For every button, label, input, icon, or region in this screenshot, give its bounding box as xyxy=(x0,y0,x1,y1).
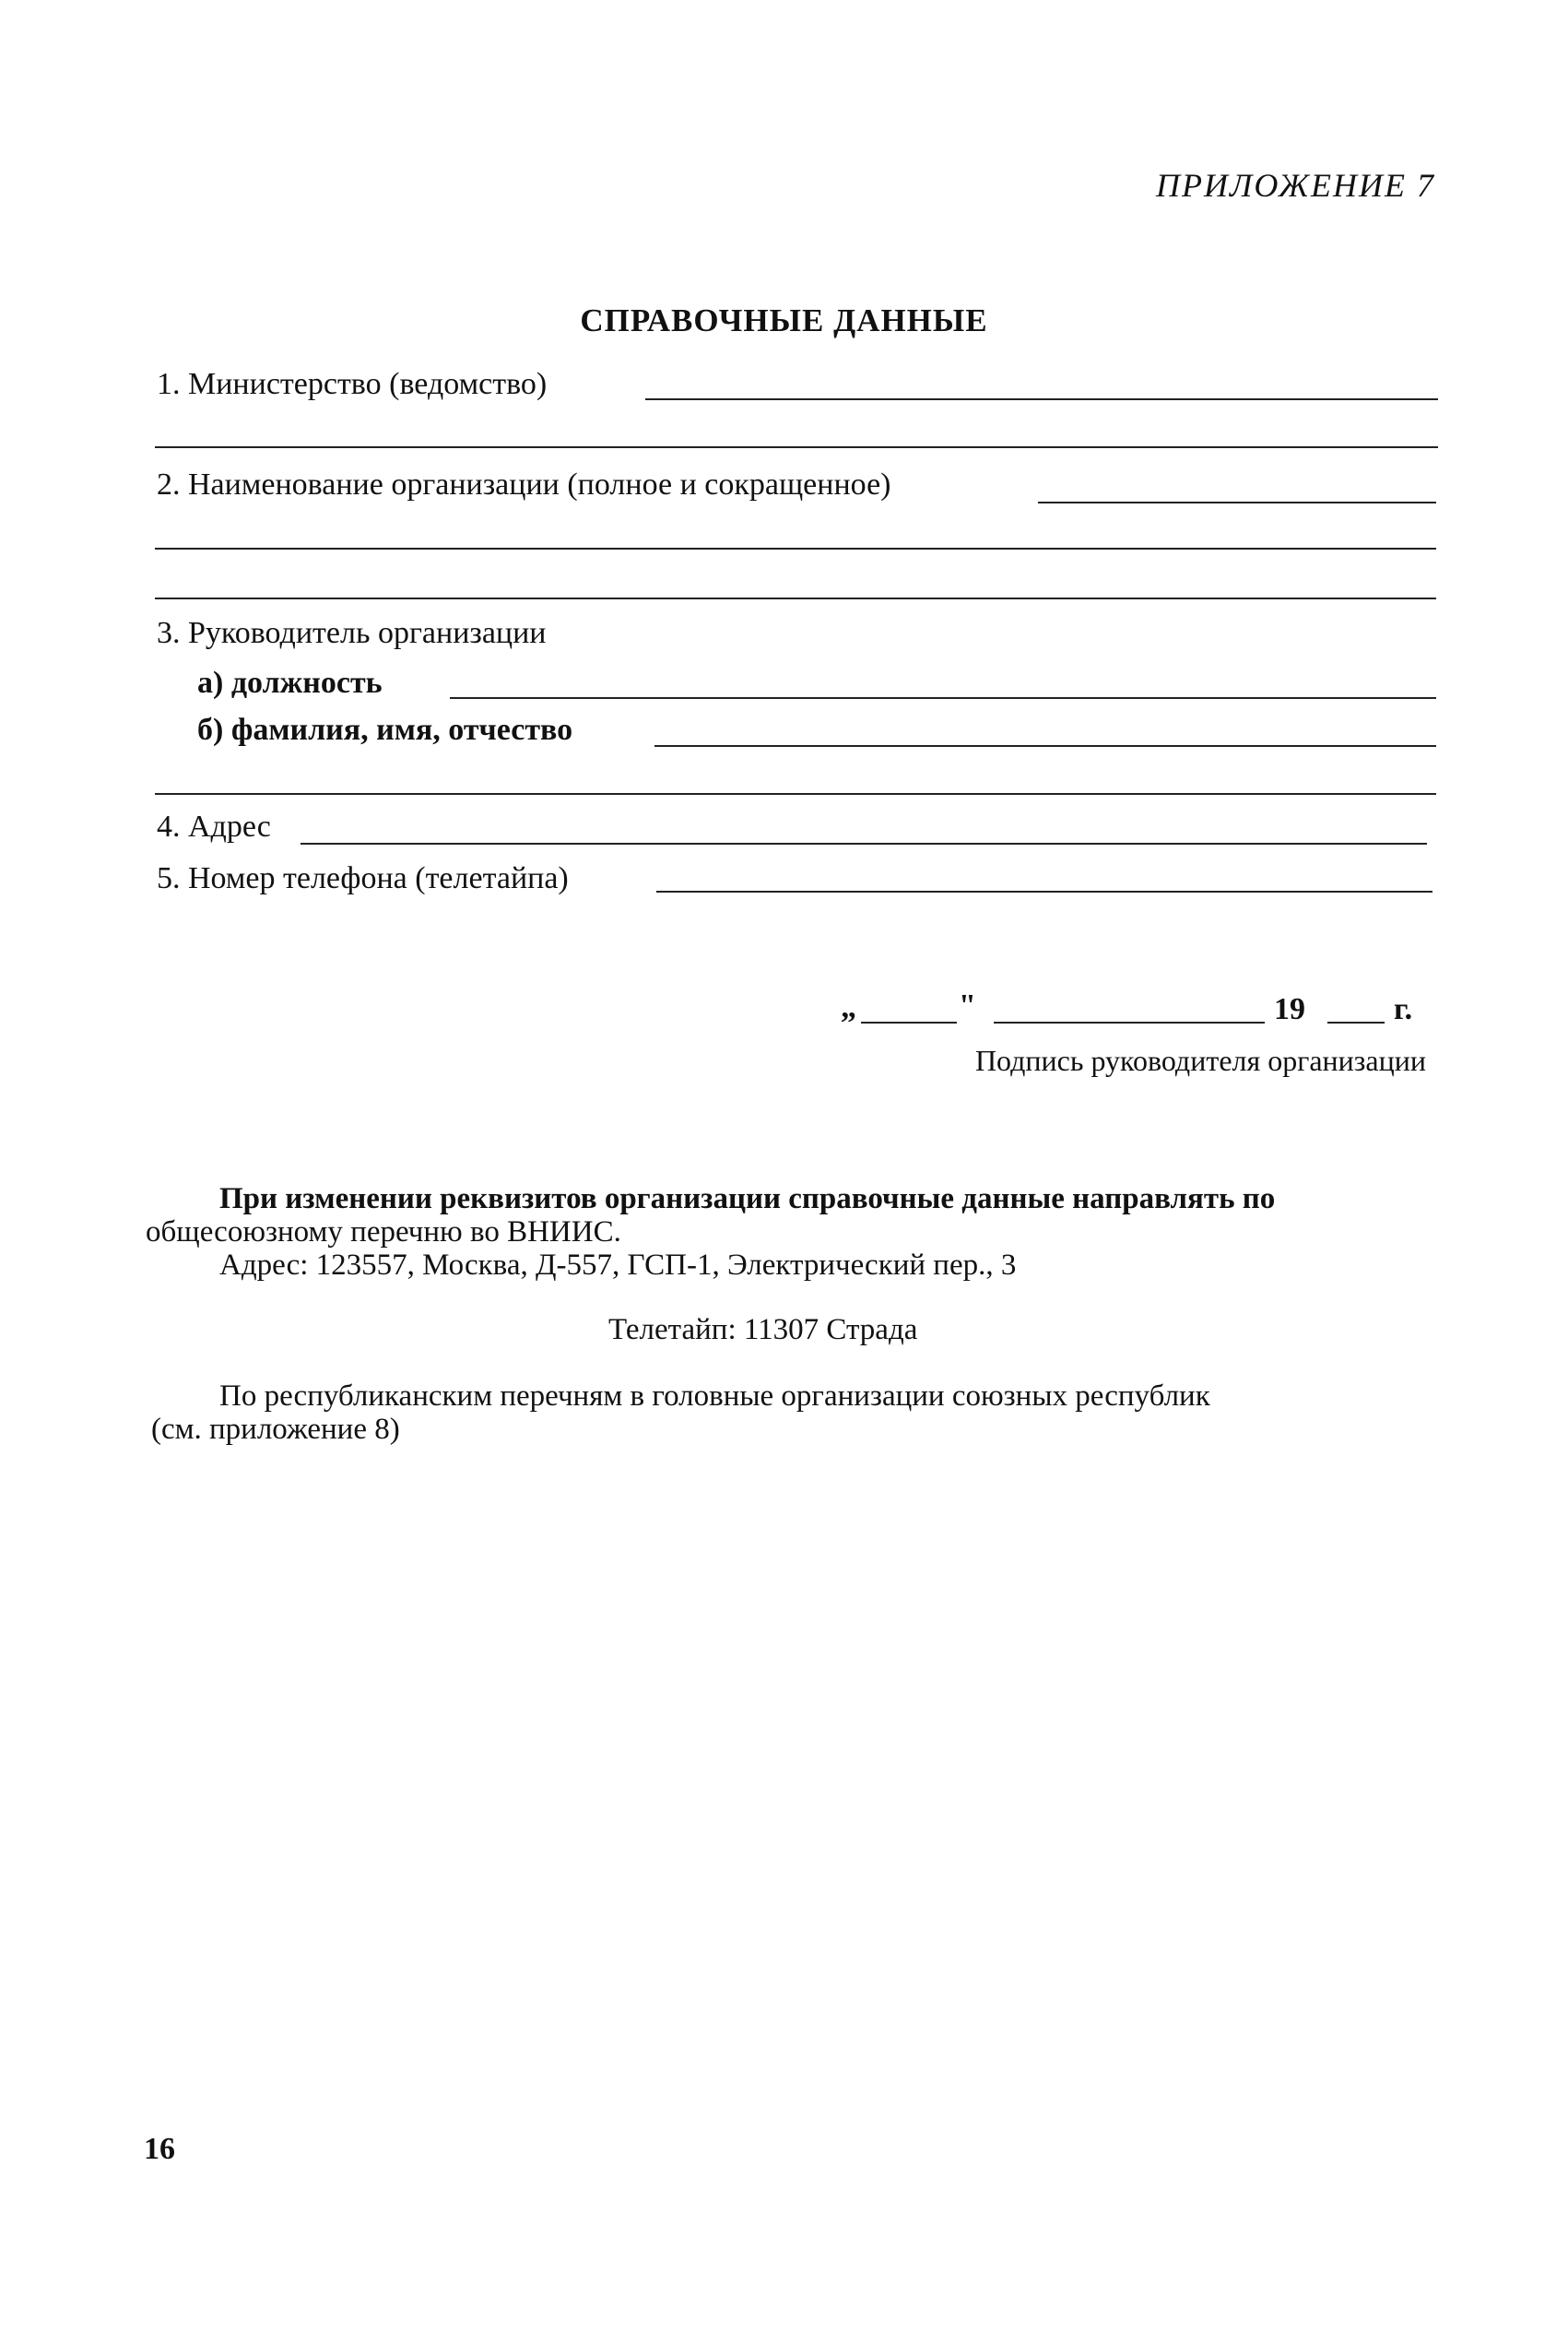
field-position-label: а) должность xyxy=(197,666,383,700)
field-fullname-line xyxy=(654,745,1436,747)
field-org-name-label: 2. Наименование организации (полное и сокращенное) xyxy=(157,468,891,502)
date-year-prefix: 19 xyxy=(1274,992,1305,1026)
note-teletype: Телетайп: 11307 Страда xyxy=(608,1313,918,1346)
field-position-line xyxy=(450,697,1436,699)
date-day-line xyxy=(861,1022,957,1024)
field-ministry-line-2 xyxy=(155,446,1438,448)
field-fullname-line-2 xyxy=(155,793,1436,795)
field-ministry-label: 1. Министерство (ведомство) xyxy=(157,367,548,401)
page-number: 16 xyxy=(144,2132,175,2166)
field-ministry-line xyxy=(645,398,1438,400)
date-year-suffix: г. xyxy=(1394,992,1413,1026)
page-title: СПРАВОЧНЫЕ ДАННЫЕ xyxy=(580,302,988,338)
date-open-quote: „ xyxy=(841,990,856,1024)
field-phone-line xyxy=(656,891,1432,893)
note-paragraph-2-line-1: По республиканским перечням в головные организации союзных республик xyxy=(219,1379,1210,1413)
date-year-line xyxy=(1327,1022,1385,1024)
field-fullname-label: б) фамилия, имя, отчество xyxy=(197,713,573,747)
field-address-line xyxy=(301,843,1427,845)
field-org-name-line-2 xyxy=(155,548,1436,550)
date-month-line xyxy=(994,1022,1265,1024)
field-address-label: 4. Адрес xyxy=(157,810,271,844)
note-address: Адрес: 123557, Москва, Д-557, ГСП-1, Электрический пер., 3 xyxy=(219,1249,1017,1282)
field-org-name-line xyxy=(1038,502,1436,503)
signature-caption: Подпись руководителя организации xyxy=(974,1044,1426,1077)
field-head-label: 3. Руководитель организации xyxy=(157,616,547,650)
note-paragraph-1-line-2: общесоюзному перечню во ВНИИС. xyxy=(146,1215,621,1249)
field-phone-label: 5. Номер телефона (телетайпа) xyxy=(157,861,569,895)
date-close-quote: " xyxy=(959,988,976,1023)
note-paragraph-2-line-2: (см. приложение 8) xyxy=(151,1413,400,1446)
note-paragraph-1-line-1: При изменении реквизитов организации справочные данные направлять по xyxy=(219,1182,1276,1215)
field-org-name-line-3 xyxy=(155,598,1436,599)
appendix-label: ПРИЛОЖЕНИЕ 7 xyxy=(1156,167,1435,204)
